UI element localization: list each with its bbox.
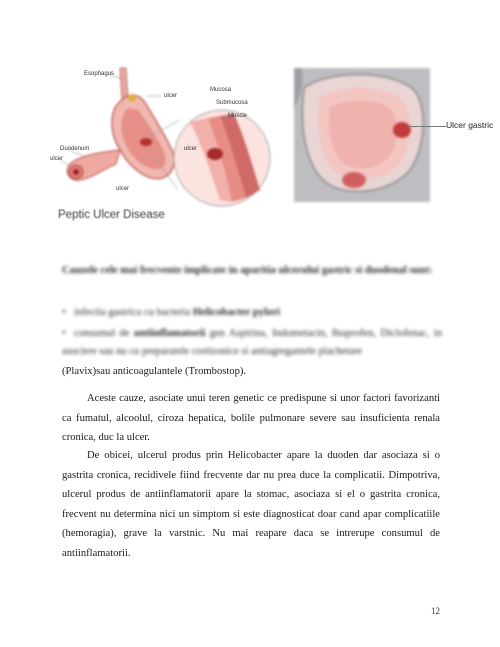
figure2-pointer-line xyxy=(410,126,446,127)
label-mucosa: Mucosa xyxy=(210,87,232,93)
stomach-illustration xyxy=(50,60,275,228)
label-esophagus: Esophagus xyxy=(84,71,115,77)
label-duodenum: Duodenum xyxy=(60,146,90,152)
bullet2-bold: antiinflamatorii xyxy=(133,328,206,339)
peptic-ulcer-figure xyxy=(50,60,275,228)
label-ulcer-inset: ulcer xyxy=(184,146,198,152)
label-ulcer-top: ulcer xyxy=(164,93,178,99)
bullet-marker: • xyxy=(62,328,66,339)
gastric-ulcer-illustration xyxy=(294,68,430,202)
paragraph-causes: Aceste cauze, asociate unui teren genetic ce predispune si unor factori favorizanti ca fumatul, alcoolul, ciroza hepatica, bolile pulmonare severe sau insuficienta renala cronica, duc la ulcer. xyxy=(62,393,440,443)
figure2-label: Ulcer gastric xyxy=(446,120,494,130)
bullet1-text: infectia gastrica cu bacteria xyxy=(74,307,193,318)
bullet1-bold: Helicobacter pylori xyxy=(192,307,280,318)
causes-heading: Cauzele cele mai frecvente implicate in aparitia ulcerului gastric si duodenal sunt: xyxy=(62,265,433,276)
figure1-caption: Peptic Ulcer Disease xyxy=(58,209,165,221)
label-submucosa: Submucosa xyxy=(216,100,248,106)
label-ulcer-bottom: ulcer xyxy=(116,186,130,192)
label-ulcer-left: ulcer xyxy=(50,156,64,162)
page-number: 12 xyxy=(431,606,440,616)
label-muscle: Muscle xyxy=(228,113,248,119)
gastric-ulcer-figure xyxy=(294,68,430,202)
bullet-helicobacter xyxy=(62,304,442,322)
bullet2-text: consumul de xyxy=(74,328,134,339)
clear-continuation-line: (Plavix)sau anticoagulantele (Trombostop). xyxy=(62,366,247,377)
bullet-antiinflammatory xyxy=(62,325,442,361)
bullet2-rest: gen Aspirina, Indometacin, Ibuprofen, Diclofenac, in asociere sau nu cu preparatele cortizonice si antiagregantele plachetare xyxy=(62,328,442,357)
paragraph-types: De obicei, ulcerul produs prin Helicobacter apare la duoden dar asociaza si o gastrita cronica, recidivele fiind frecvente dar nu prea duce la complicatii. Dimpotriva, ulcerul produs de antiinflamatorii apare la stomac, asociaza si el o gastrita cronica, frecvent nu determina nici un simptom si este diagnosticat doar cand apar complicatiile (hemoragia), grave la varstnic. Nu mai reapare daca se intrerupe consumul de antiinflamatorii. xyxy=(62,450,440,559)
bullet-marker: • xyxy=(62,307,66,318)
